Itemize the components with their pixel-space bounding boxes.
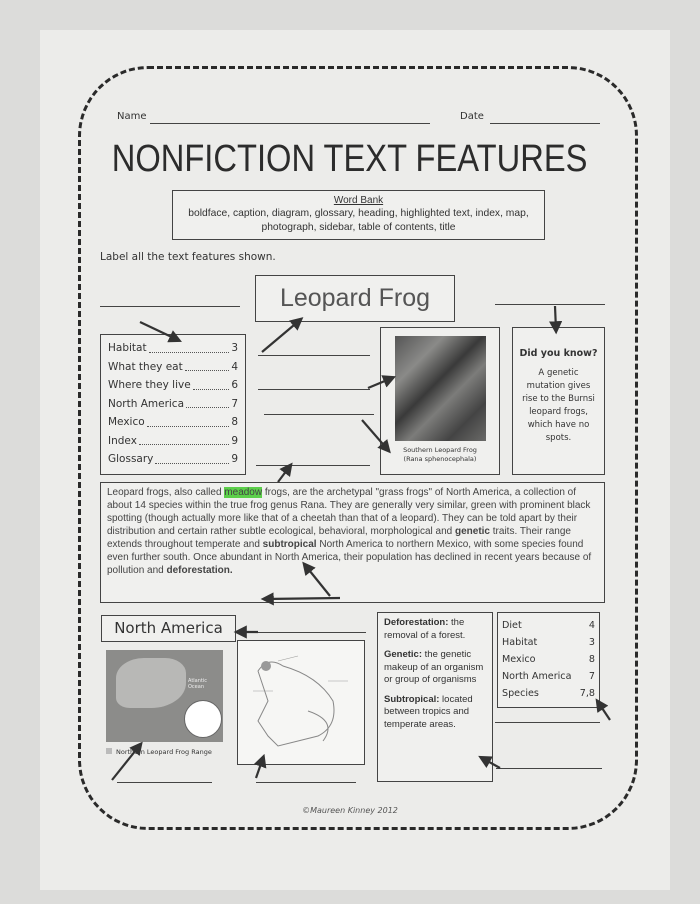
highlighted-text: meadow <box>224 487 263 498</box>
toc-page: 9 <box>231 453 238 465</box>
sidebar-text: A genetic mutation gives rise to the Burnsi leopard frogs, which have no spots. <box>522 368 595 443</box>
toc-page: 9 <box>231 434 238 447</box>
arrow <box>362 420 388 450</box>
sidebar-heading: Did you know? <box>519 348 598 359</box>
toc-label: North America <box>108 397 185 410</box>
toc-label: Mexico <box>108 416 145 428</box>
glossary-term: Genetic: <box>384 649 423 660</box>
heading-box: North America <box>101 615 236 642</box>
glossary-term: Deforestation: <box>384 617 449 628</box>
toc-label: Habitat <box>108 342 147 354</box>
date-label: Date <box>460 111 484 122</box>
boldface-text: subtropical <box>262 539 317 550</box>
arrow <box>555 306 556 330</box>
toc-page: 8 <box>231 416 238 428</box>
instructions: Label all the text features shown. <box>100 251 276 263</box>
toc-label: Glossary <box>108 453 154 465</box>
index-page: 3 <box>588 637 595 648</box>
paragraph-text: North America to northern Mexico, with some species found even further south. Once abundant in North America, their population has declined in recent years because of pollution and <box>107 539 592 576</box>
name-label: Name <box>117 111 147 122</box>
word-bank-heading: Word Bank <box>333 195 384 206</box>
glossary-definition: located between tropics and temperate areas. <box>384 693 473 730</box>
boldface-text: deforestation. <box>166 565 233 576</box>
feature-title-box: Leopard Frog <box>255 275 455 322</box>
index-term: Diet <box>502 620 522 631</box>
toc-page: 7 <box>231 397 238 410</box>
index-term: Habitat <box>502 637 538 648</box>
glossary-definition: the removal of a forest. <box>384 617 466 641</box>
paragraph-text: frogs, are the archetypal "grass frogs" of North America, a collection of about 14 species within the true frog genus Rana. They are generally very similar, green with prominent black spotting (though actually more like that of a cheetah than that of a leopard). They can be told apart by their distribution and certain rather subtle ecological, behavioral, morphological and <box>107 487 591 537</box>
glossary-definition: the genetic makeup of an organism or group of organisms <box>384 649 484 685</box>
toc-page: 6 <box>231 379 238 391</box>
word-bank-words: boldface, caption, diagram, glossary, heading, highlighted text, index, map, photograph, sidebar, table of contents, title <box>188 208 529 233</box>
arrow <box>265 598 340 599</box>
arrow <box>112 745 140 780</box>
boldface-text: genetic <box>454 526 490 537</box>
copyright: ©Maureen Kinney 2012 <box>302 806 398 815</box>
arrow <box>256 758 263 778</box>
map-ocean-label: Atlantic Ocean <box>188 678 208 690</box>
index-page: 7 <box>588 671 595 682</box>
toc-label: Index <box>108 434 137 447</box>
index-term: North America <box>502 671 572 682</box>
toc-label: Where they live <box>108 379 191 391</box>
paragraph-text: Leopard frogs, also called <box>107 487 225 498</box>
index-page: 7,8 <box>579 688 595 699</box>
index-term: Species <box>502 688 539 699</box>
page-title: NONFICTION TEXT FEATURES <box>112 138 588 180</box>
toc-label: What they eat <box>108 360 183 373</box>
arrow <box>305 565 330 596</box>
index-page: 8 <box>588 654 595 665</box>
arrow <box>482 758 500 768</box>
toc-page: 3 <box>231 342 238 354</box>
arrow <box>140 322 178 340</box>
index-page: 4 <box>588 620 595 631</box>
index-term: Mexico <box>502 654 536 665</box>
glossary-term: Subtropical: <box>384 693 440 705</box>
arrow <box>262 320 300 352</box>
photo-caption-scientific: (Rana sphenocephala) <box>403 455 477 463</box>
map-caption-text: Northern Leopard Frog Range <box>116 748 212 756</box>
paragraph-text: traits. Their range extends throughout temperate and <box>107 526 571 550</box>
photo-caption: Southern Leopard Frog <box>403 446 477 454</box>
arrow <box>598 702 610 720</box>
arrow <box>278 466 290 482</box>
arrow <box>368 378 392 388</box>
toc-page: 4 <box>231 360 238 373</box>
